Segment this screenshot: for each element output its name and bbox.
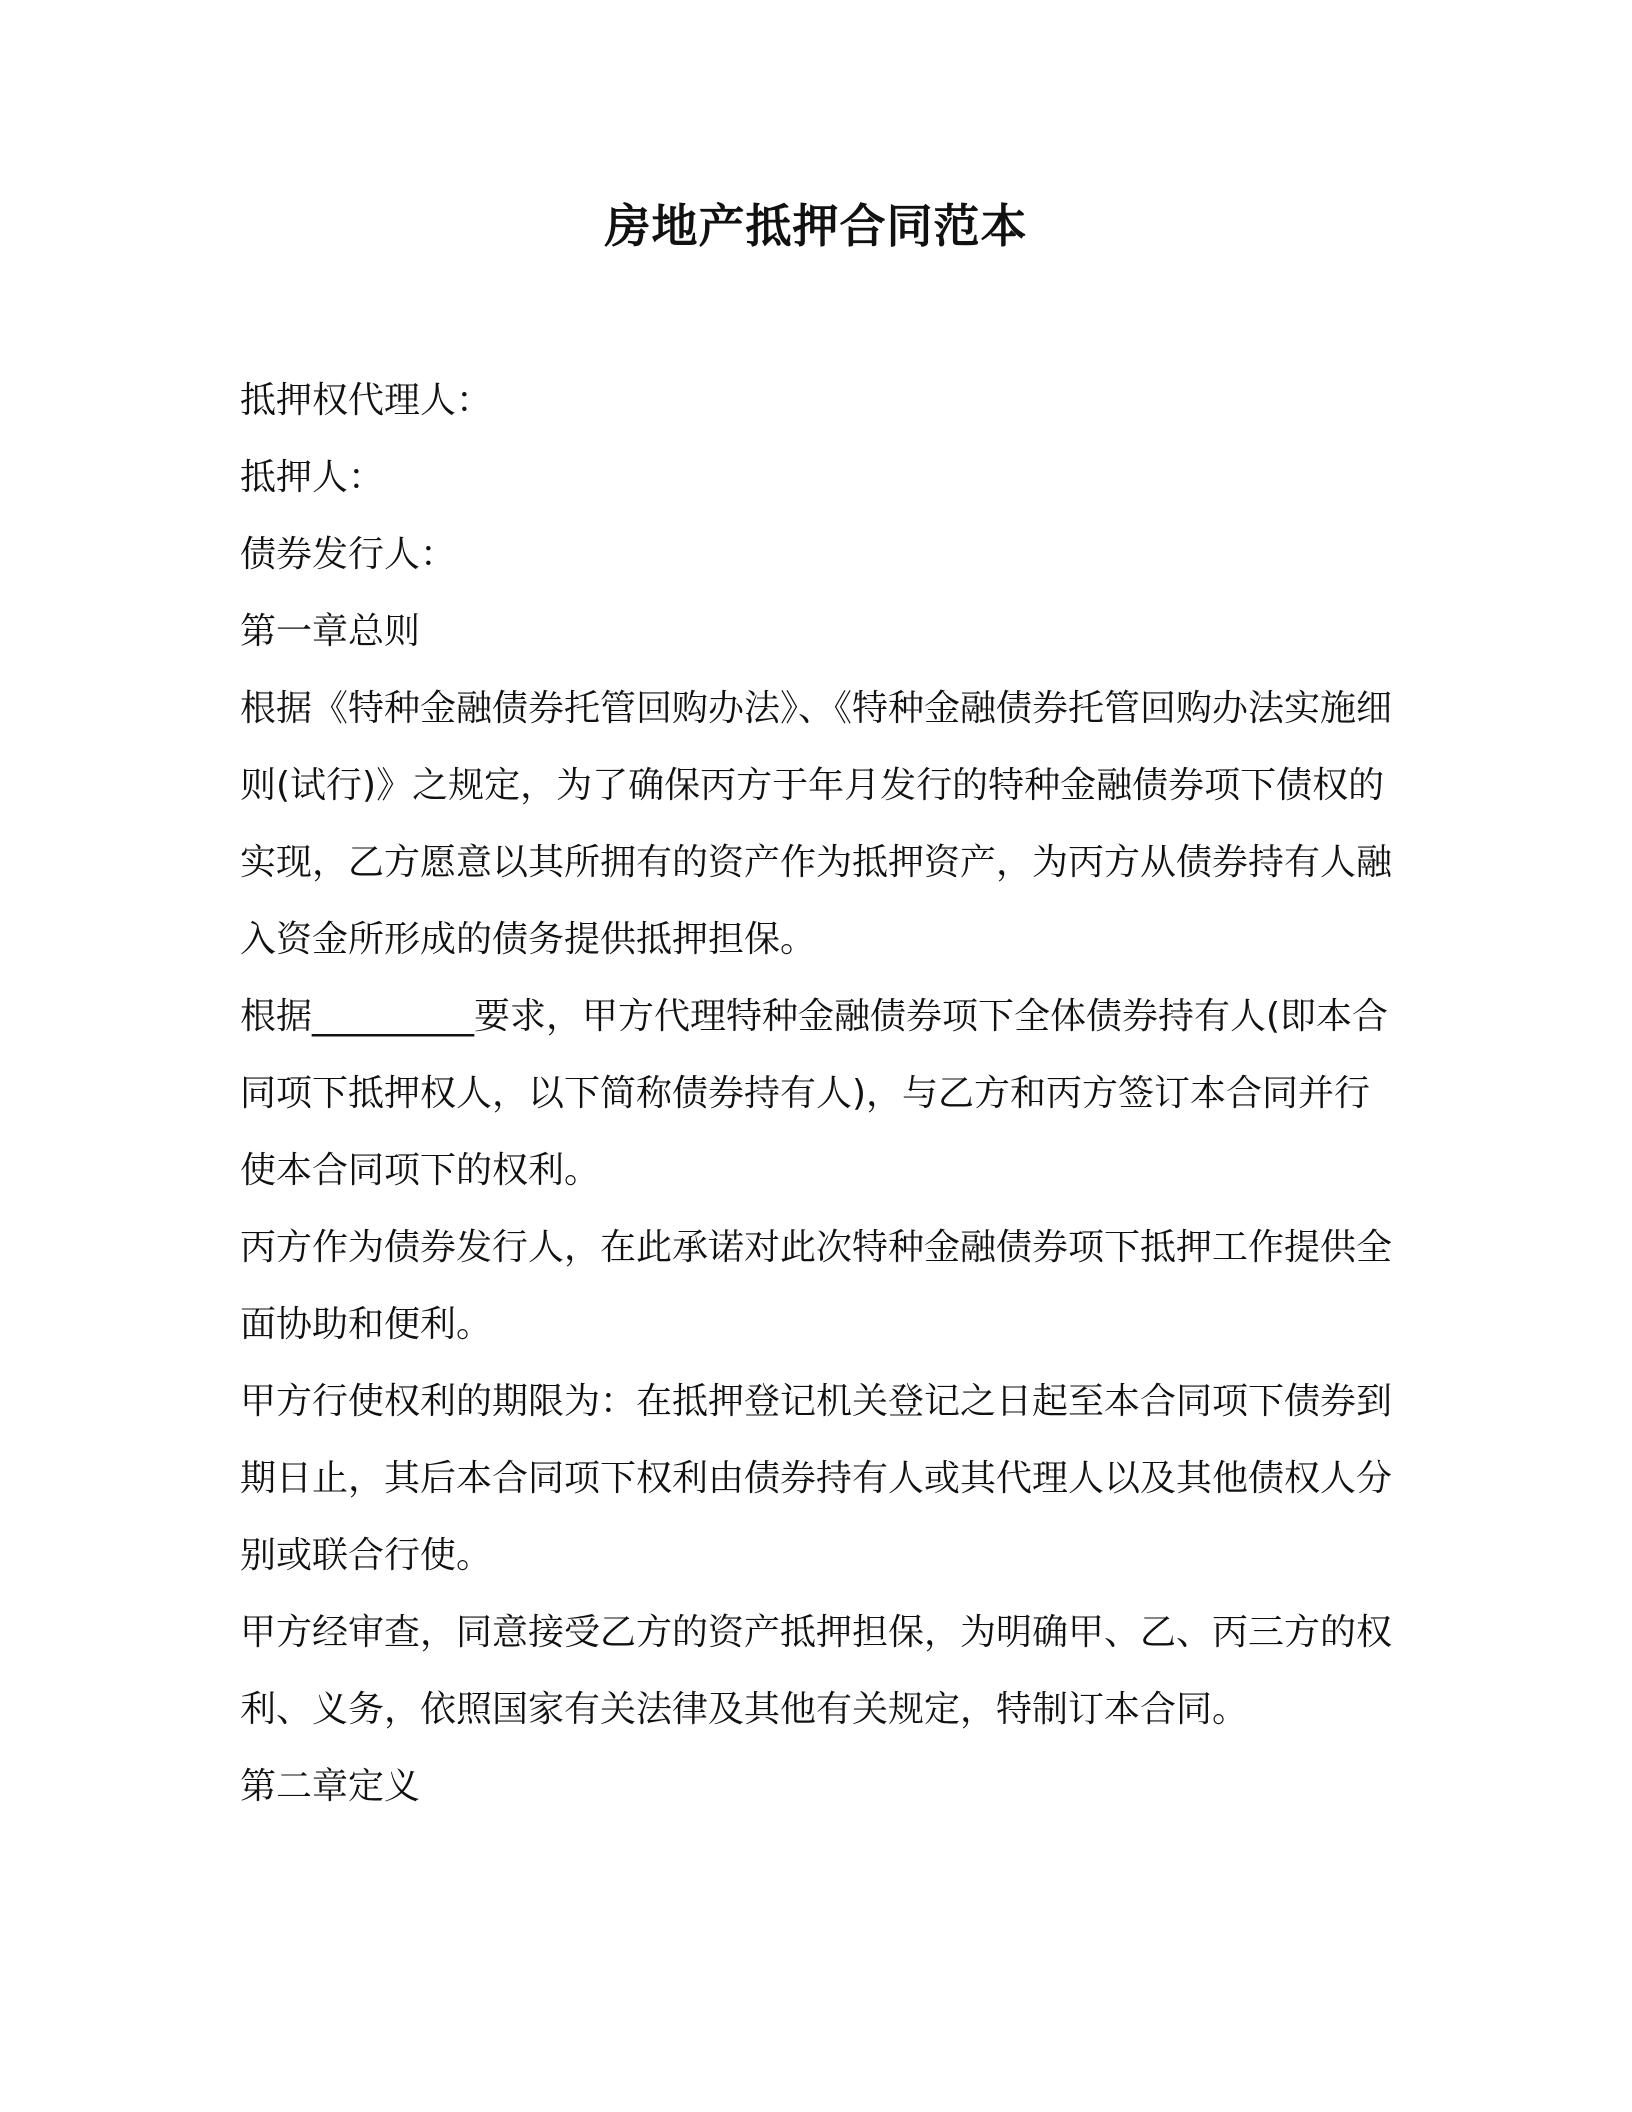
document-body: [240, 362, 1400, 1825]
paragraph-agency: 根据_________要求，甲方代理特种金融债券项下全体债券持有人(即本合同项下抵押权人，以下简称债券持有人)，与乙方和丙方签订本合同并行使本合同项下的权利。: [240, 996, 1389, 1191]
paragraph-acceptance: 甲方经审查，同意接受乙方的资产抵押担保，为明确甲、乙、丙三方的权利、义务，依照国家有关法律及其他有关规定，特制订本合同。: [240, 1612, 1393, 1730]
party-mortgagor-line: 抵押人：: [240, 457, 385, 498]
document-title: 房地产抵押合同范本: [604, 199, 1028, 253]
paragraph-legal-basis: 根据《特种金融债券托管回购办法》、《特种金融债券托管回购办法实施细则(试行)》之规定，为了确保丙方于年月发行的特种金融债券项下债权的实现，乙方愿意以其所拥有的资产作为抵押资产，为丙方从债券持有人融入资金所形成的债务提供抵押担保。: [240, 688, 1393, 960]
chapter-one-heading: 第一章总则: [240, 611, 421, 652]
party-issuer-line: 债券发行人：: [240, 534, 457, 575]
chapter-two-heading: 第二章定义: [240, 1766, 421, 1807]
paragraph-term: 甲方行使权利的期限为：在抵押登记机关登记之日起至本合同项下债券到期日止，其后本合同项下权利由债券持有人或其代理人以及其他债权人分别或联合行使。: [240, 1381, 1393, 1576]
party-agent-line: 抵押权代理人：: [240, 380, 493, 421]
paragraph-issuer-commitment: 丙方作为债券发行人，在此承诺对此次特种金融债券项下抵押工作提供全面协助和便利。: [240, 1227, 1393, 1345]
